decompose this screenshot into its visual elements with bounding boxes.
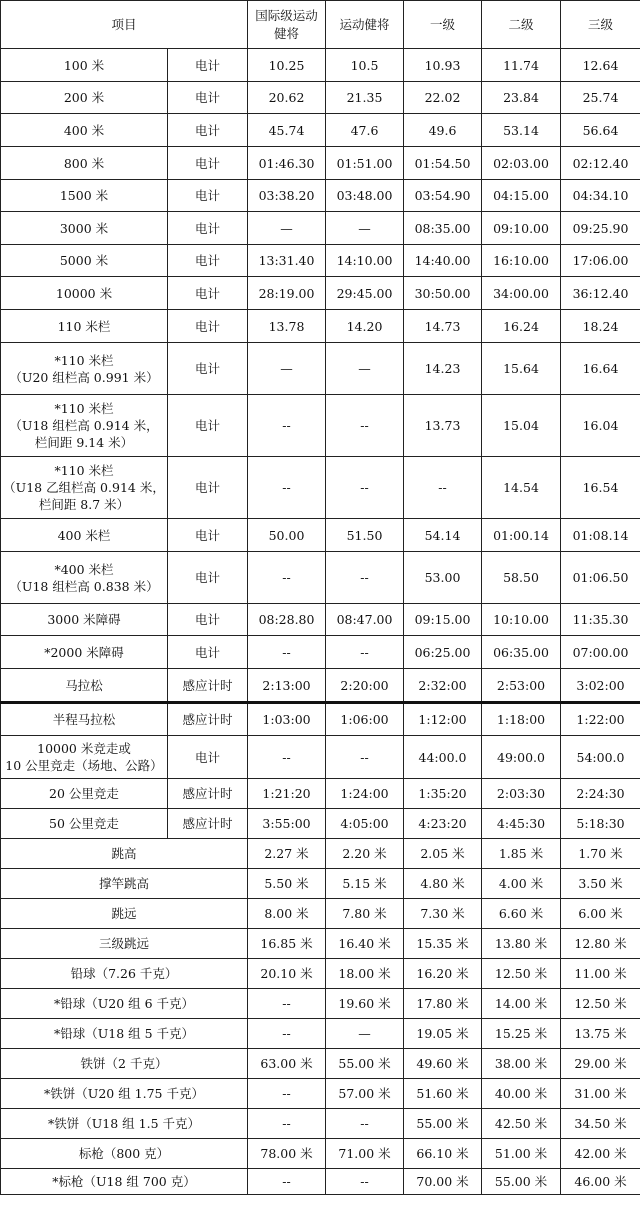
standard-value-cell: 08:28.80 <box>248 604 326 636</box>
standard-value-cell: 14:40.00 <box>404 245 482 277</box>
event-cell: 三级跳远 <box>1 929 248 959</box>
standard-value-cell: 42.50 米 <box>482 1109 561 1139</box>
table-row <box>1 82 640 114</box>
standard-value-cell: 54.14 <box>404 519 482 552</box>
standard-value-cell: 13:31.40 <box>248 245 326 277</box>
standard-value-cell: 3:02:00 <box>561 669 640 703</box>
standard-value-cell: 7.80 米 <box>326 899 404 929</box>
standard-value-cell: -- <box>326 1109 404 1139</box>
standard-value-cell: 42.00 米 <box>561 1139 640 1169</box>
timing-cell: 感应计时 <box>168 779 248 809</box>
table-row <box>1 959 640 989</box>
event-cell: 1500 米 <box>1 180 168 212</box>
standard-value-cell: — <box>248 212 326 245</box>
standard-value-cell: 1:03:00 <box>248 703 326 736</box>
timing-cell: 电计 <box>168 736 248 779</box>
standard-value-cell: 2:53:00 <box>482 669 561 703</box>
event-cell: *铅球（U18 组 5 千克） <box>1 1019 248 1049</box>
table-row <box>1 1139 640 1169</box>
standard-value-cell: 11.74 <box>482 49 561 82</box>
standard-value-cell: 46.00 米 <box>561 1169 640 1195</box>
standard-value-cell: -- <box>326 636 404 669</box>
standard-value-cell: 6.00 米 <box>561 899 640 929</box>
standard-value-cell: 34.50 米 <box>561 1109 640 1139</box>
standard-value-cell: 55.00 米 <box>326 1049 404 1079</box>
header-master: 运动健将 <box>326 1 404 49</box>
standard-value-cell: 1:22:00 <box>561 703 640 736</box>
standard-value-cell: 1:24:00 <box>326 779 404 809</box>
standard-value-cell: 55.00 米 <box>482 1169 561 1195</box>
standard-value-cell: -- <box>404 457 482 519</box>
standard-value-cell: 18.24 <box>561 310 640 343</box>
event-cell: 铁饼（2 千克） <box>1 1049 248 1079</box>
standard-value-cell: 49:00.0 <box>482 736 561 779</box>
table-row <box>1 1169 640 1195</box>
standard-value-cell: 5:18:30 <box>561 809 640 839</box>
standard-value-cell: 50.00 <box>248 519 326 552</box>
table-row <box>1 989 640 1019</box>
standard-value-cell: 3.50 米 <box>561 869 640 899</box>
standard-value-cell: 6.60 米 <box>482 899 561 929</box>
standard-value-cell: 14.20 <box>326 310 404 343</box>
event-cell: 20 公里竞走 <box>1 779 168 809</box>
standard-value-cell: 70.00 米 <box>404 1169 482 1195</box>
event-cell: 100 米 <box>1 49 168 82</box>
event-cell: 半程马拉松 <box>1 703 168 736</box>
standard-value-cell: 57.00 米 <box>326 1079 404 1109</box>
table-row <box>1 1049 640 1079</box>
standard-value-cell: — <box>326 1019 404 1049</box>
table-row <box>1 49 640 82</box>
standard-value-cell: 45.74 <box>248 114 326 147</box>
event-cell: 3000 米障碍 <box>1 604 168 636</box>
standard-value-cell: 14.54 <box>482 457 561 519</box>
standard-value-cell: 51.50 <box>326 519 404 552</box>
timing-cell: 感应计时 <box>168 809 248 839</box>
table-row <box>1 457 640 519</box>
standard-value-cell: 28:19.00 <box>248 277 326 310</box>
event-cell: 5000 米 <box>1 245 168 277</box>
standard-value-cell: 53.14 <box>482 114 561 147</box>
timing-cell: 感应计时 <box>168 703 248 736</box>
table-row <box>1 277 640 310</box>
table-row <box>1 343 640 395</box>
table-row <box>1 395 640 457</box>
standard-value-cell: -- <box>248 989 326 1019</box>
event-cell: 跳高 <box>1 839 248 869</box>
standard-value-cell: 10.93 <box>404 49 482 82</box>
standard-value-cell: 11.00 米 <box>561 959 640 989</box>
standard-value-cell: 15.35 米 <box>404 929 482 959</box>
table-row <box>1 1109 640 1139</box>
standard-value-cell: 13.78 <box>248 310 326 343</box>
standard-value-cell: 03:48.00 <box>326 180 404 212</box>
standard-value-cell: 16.85 米 <box>248 929 326 959</box>
event-cell: *铁饼（U20 组 1.75 千克） <box>1 1079 248 1109</box>
table-row <box>1 899 640 929</box>
table-row <box>1 552 640 604</box>
header-grade-1: 一级 <box>404 1 482 49</box>
header-grade-2: 二级 <box>482 1 561 49</box>
table-row <box>1 869 640 899</box>
event-cell: *铅球（U20 组 6 千克） <box>1 989 248 1019</box>
standard-value-cell: 38.00 米 <box>482 1049 561 1079</box>
standard-value-cell: 16.20 米 <box>404 959 482 989</box>
standard-value-cell: 4:45:30 <box>482 809 561 839</box>
standard-value-cell: 10:10.00 <box>482 604 561 636</box>
standard-value-cell: 66.10 米 <box>404 1139 482 1169</box>
event-cell: 200 米 <box>1 82 168 114</box>
standard-value-cell: 55.00 米 <box>404 1109 482 1139</box>
timing-cell: 电计 <box>168 604 248 636</box>
standard-value-cell: -- <box>326 457 404 519</box>
standard-value-cell: 3:55:00 <box>248 809 326 839</box>
standard-value-cell: 12.50 米 <box>561 989 640 1019</box>
standard-value-cell: 49.6 <box>404 114 482 147</box>
standard-value-cell: 1:12:00 <box>404 703 482 736</box>
event-cell: 800 米 <box>1 147 168 180</box>
standard-value-cell: 16.64 <box>561 343 640 395</box>
event-cell: 标枪（800 克） <box>1 1139 248 1169</box>
standard-value-cell: 22.02 <box>404 82 482 114</box>
standard-value-cell: 03:38.20 <box>248 180 326 212</box>
timing-cell: 电计 <box>168 343 248 395</box>
standard-value-cell: 17:06.00 <box>561 245 640 277</box>
standard-value-cell: 51.60 米 <box>404 1079 482 1109</box>
standard-value-cell: 16.04 <box>561 395 640 457</box>
standard-value-cell: 58.50 <box>482 552 561 604</box>
table-row <box>1 180 640 212</box>
standard-value-cell: 2:20:00 <box>326 669 404 703</box>
header-row <box>1 1 640 49</box>
standard-value-cell: 2:13:00 <box>248 669 326 703</box>
timing-cell: 电计 <box>168 395 248 457</box>
standard-value-cell: 16.54 <box>561 457 640 519</box>
timing-cell: 电计 <box>168 519 248 552</box>
table-row <box>1 1019 640 1049</box>
standard-value-cell: 03:54.90 <box>404 180 482 212</box>
standard-value-cell: 1.70 米 <box>561 839 640 869</box>
standard-value-cell: 01:54.50 <box>404 147 482 180</box>
standard-value-cell: 44:00.0 <box>404 736 482 779</box>
standard-value-cell: 8.00 米 <box>248 899 326 929</box>
standard-value-cell: -- <box>326 736 404 779</box>
standard-value-cell: 14:10.00 <box>326 245 404 277</box>
standard-value-cell: 4.00 米 <box>482 869 561 899</box>
timing-cell: 电计 <box>168 82 248 114</box>
standard-value-cell: — <box>248 343 326 395</box>
standard-value-cell: 14.73 <box>404 310 482 343</box>
standard-value-cell: 07:00.00 <box>561 636 640 669</box>
table-row <box>1 114 640 147</box>
standard-value-cell: 17.80 米 <box>404 989 482 1019</box>
event-cell: *标枪（U18 组 700 克） <box>1 1169 248 1195</box>
standard-value-cell: -- <box>248 457 326 519</box>
standard-value-cell: 29:45.00 <box>326 277 404 310</box>
table-row <box>1 929 640 959</box>
standard-value-cell: -- <box>326 552 404 604</box>
standard-value-cell: -- <box>248 1169 326 1195</box>
standard-value-cell: 08:47.00 <box>326 604 404 636</box>
standard-value-cell: 2.05 米 <box>404 839 482 869</box>
standard-value-cell: 15.25 米 <box>482 1019 561 1049</box>
standard-value-cell: -- <box>326 1169 404 1195</box>
standard-value-cell: 09:25.90 <box>561 212 640 245</box>
event-cell: 马拉松 <box>1 669 168 703</box>
standard-value-cell: 63.00 米 <box>248 1049 326 1079</box>
standard-value-cell: 10.5 <box>326 49 404 82</box>
event-cell: *400 米栏 （U18 组栏高 0.838 米） <box>1 552 168 604</box>
standard-value-cell: 71.00 米 <box>326 1139 404 1169</box>
timing-cell: 电计 <box>168 636 248 669</box>
standard-value-cell: 2:24:30 <box>561 779 640 809</box>
table-row <box>1 703 640 736</box>
standard-value-cell: -- <box>326 395 404 457</box>
standard-value-cell: 12.64 <box>561 49 640 82</box>
event-cell: 10000 米 <box>1 277 168 310</box>
standard-value-cell: 36:12.40 <box>561 277 640 310</box>
event-cell: *2000 米障碍 <box>1 636 168 669</box>
standard-value-cell: 01:08.14 <box>561 519 640 552</box>
table-row <box>1 310 640 343</box>
table-row <box>1 809 640 839</box>
standard-value-cell: 1:21:20 <box>248 779 326 809</box>
event-cell: 3000 米 <box>1 212 168 245</box>
standard-value-cell: 13.73 <box>404 395 482 457</box>
table-row <box>1 839 640 869</box>
standard-value-cell: -- <box>248 636 326 669</box>
standard-value-cell: 2.20 米 <box>326 839 404 869</box>
standard-value-cell: 15.64 <box>482 343 561 395</box>
event-cell: 50 公里竞走 <box>1 809 168 839</box>
standard-value-cell: 29.00 米 <box>561 1049 640 1079</box>
standard-value-cell: -- <box>248 552 326 604</box>
standard-value-cell: 53.00 <box>404 552 482 604</box>
standard-value-cell: — <box>326 212 404 245</box>
standard-value-cell: 56.64 <box>561 114 640 147</box>
table-row <box>1 212 640 245</box>
standard-value-cell: 16.40 米 <box>326 929 404 959</box>
standard-value-cell: 14.23 <box>404 343 482 395</box>
standard-value-cell: 4:05:00 <box>326 809 404 839</box>
header-grade-3: 三级 <box>561 1 640 49</box>
timing-cell: 感应计时 <box>168 669 248 703</box>
standard-value-cell: 13.80 米 <box>482 929 561 959</box>
timing-cell: 电计 <box>168 147 248 180</box>
standard-value-cell: 49.60 米 <box>404 1049 482 1079</box>
standard-value-cell: 7.30 米 <box>404 899 482 929</box>
event-cell: 400 米栏 <box>1 519 168 552</box>
event-cell: 铅球（7.26 千克） <box>1 959 248 989</box>
standard-value-cell: 01:46.30 <box>248 147 326 180</box>
table-row <box>1 245 640 277</box>
standard-value-cell: 08:35.00 <box>404 212 482 245</box>
standard-value-cell: 1.85 米 <box>482 839 561 869</box>
standard-value-cell: 12.80 米 <box>561 929 640 959</box>
event-cell: 110 米栏 <box>1 310 168 343</box>
standard-value-cell: 04:15.00 <box>482 180 561 212</box>
table-row <box>1 636 640 669</box>
standard-value-cell: 25.74 <box>561 82 640 114</box>
standard-value-cell: -- <box>248 1109 326 1139</box>
standard-value-cell: 1:06:00 <box>326 703 404 736</box>
standard-value-cell: -- <box>248 395 326 457</box>
standard-value-cell: 16:10.00 <box>482 245 561 277</box>
standard-value-cell: 1:35:20 <box>404 779 482 809</box>
standard-value-cell: 5.15 米 <box>326 869 404 899</box>
standard-value-cell: 54:00.0 <box>561 736 640 779</box>
standard-value-cell: 12.50 米 <box>482 959 561 989</box>
event-cell: *110 米栏 （U20 组栏高 0.991 米） <box>1 343 168 395</box>
table-row <box>1 519 640 552</box>
standard-value-cell: 2.27 米 <box>248 839 326 869</box>
timing-cell: 电计 <box>168 49 248 82</box>
standard-value-cell: 2:03:30 <box>482 779 561 809</box>
standard-value-cell: 19.60 米 <box>326 989 404 1019</box>
standard-value-cell: 20.10 米 <box>248 959 326 989</box>
standard-value-cell: 02:12.40 <box>561 147 640 180</box>
header-international-master: 国际级运动健将 <box>248 1 326 49</box>
standard-value-cell: 23.84 <box>482 82 561 114</box>
standard-value-cell: 4.80 米 <box>404 869 482 899</box>
standard-value-cell: 09:10.00 <box>482 212 561 245</box>
timing-cell: 电计 <box>168 245 248 277</box>
timing-cell: 电计 <box>168 180 248 212</box>
table-row <box>1 147 640 180</box>
standard-value-cell: 10.25 <box>248 49 326 82</box>
standard-value-cell: 21.35 <box>326 82 404 114</box>
standard-value-cell: 01:51.00 <box>326 147 404 180</box>
standard-value-cell: -- <box>248 1019 326 1049</box>
timing-cell: 电计 <box>168 114 248 147</box>
standard-value-cell: 02:03.00 <box>482 147 561 180</box>
event-cell: *110 米栏 （U18 乙组栏高 0.914 米， 栏间距 8.7 米） <box>1 457 168 519</box>
standard-value-cell: 51.00 米 <box>482 1139 561 1169</box>
standard-value-cell: -- <box>248 1079 326 1109</box>
table-row <box>1 1079 640 1109</box>
event-cell: *铁饼（U18 组 1.5 千克） <box>1 1109 248 1139</box>
event-cell: 跳远 <box>1 899 248 929</box>
standard-value-cell: 06:25.00 <box>404 636 482 669</box>
standard-value-cell: 13.75 米 <box>561 1019 640 1049</box>
standard-value-cell: 47.6 <box>326 114 404 147</box>
standard-value-cell: 20.62 <box>248 82 326 114</box>
table-row <box>1 604 640 636</box>
standard-value-cell: 40.00 米 <box>482 1079 561 1109</box>
standard-value-cell: 78.00 米 <box>248 1139 326 1169</box>
timing-cell: 电计 <box>168 457 248 519</box>
standard-value-cell: 06:35.00 <box>482 636 561 669</box>
standard-value-cell: 31.00 米 <box>561 1079 640 1109</box>
event-cell: 10000 米竞走或 10 公里竞走（场地、公路） <box>1 736 168 779</box>
standard-value-cell: 09:15.00 <box>404 604 482 636</box>
event-cell: 撑竿跳高 <box>1 869 248 899</box>
standard-value-cell: 5.50 米 <box>248 869 326 899</box>
table-row <box>1 736 640 779</box>
event-cell: *110 米栏 （U18 组栏高 0.914 米， 栏间距 9.14 米） <box>1 395 168 457</box>
timing-cell: 电计 <box>168 310 248 343</box>
timing-cell: 电计 <box>168 552 248 604</box>
standard-value-cell: 2:32:00 <box>404 669 482 703</box>
standard-value-cell: 14.00 米 <box>482 989 561 1019</box>
table-row <box>1 669 640 703</box>
timing-cell: 电计 <box>168 277 248 310</box>
standard-value-cell: 04:34.10 <box>561 180 640 212</box>
header-event: 项目 <box>1 1 248 49</box>
standard-value-cell: 16.24 <box>482 310 561 343</box>
standard-value-cell: 30:50.00 <box>404 277 482 310</box>
event-cell: 400 米 <box>1 114 168 147</box>
standard-value-cell: 01:06.50 <box>561 552 640 604</box>
standard-value-cell: — <box>326 343 404 395</box>
standard-value-cell: 1:18:00 <box>482 703 561 736</box>
standard-value-cell: 15.04 <box>482 395 561 457</box>
standard-value-cell: 01:00.14 <box>482 519 561 552</box>
standard-value-cell: 4:23:20 <box>404 809 482 839</box>
standard-value-cell: 19.05 米 <box>404 1019 482 1049</box>
standard-value-cell: 34:00.00 <box>482 277 561 310</box>
standard-value-cell: 18.00 米 <box>326 959 404 989</box>
standard-value-cell: 11:35.30 <box>561 604 640 636</box>
timing-cell: 电计 <box>168 212 248 245</box>
table-row <box>1 779 640 809</box>
standard-value-cell: -- <box>248 736 326 779</box>
